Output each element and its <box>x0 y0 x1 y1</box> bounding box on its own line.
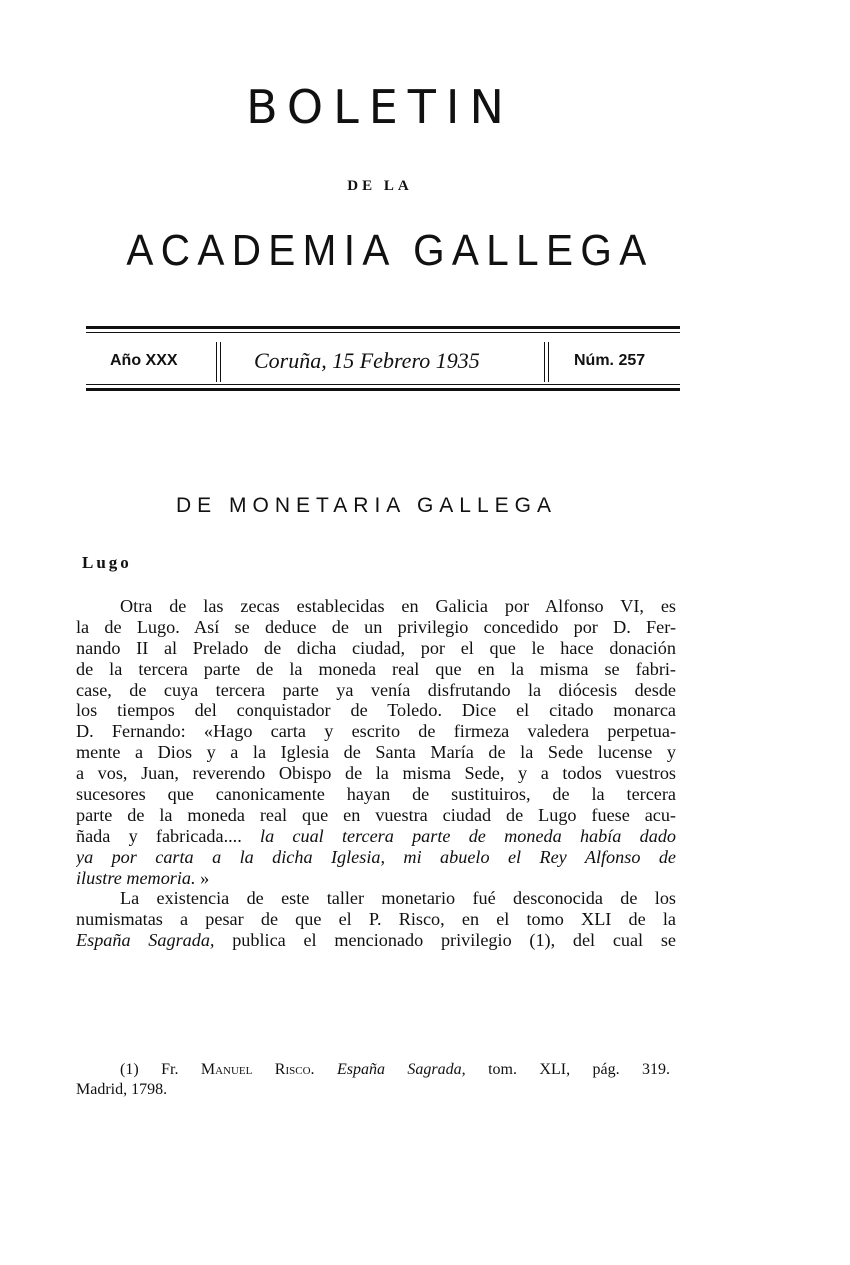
section-heading: Lugo <box>82 553 132 572</box>
body-line: a vos, Juan, reverendo Obispo de la misma Sede, y a todos vuestros <box>76 763 676 784</box>
body-line: mente a Dios y a la Iglesia de Santa María de la Sede lucense y <box>76 742 676 763</box>
body-line: ya por carta a la dicha Iglesia, mi abuelo el Rey Alfonso de <box>76 846 676 867</box>
issue-divider-1 <box>216 342 217 382</box>
body-line: La existencia de este taller monetario fué desconocida de los <box>120 888 676 909</box>
article-title: DE MONETARIA GALLEGA <box>176 494 558 517</box>
body-line: nando II al Prelado de dicha ciudad, por el que le hace donación <box>76 637 676 658</box>
issue-number: Núm. 257 <box>574 352 646 369</box>
body-line: D. Fernando: «Hago carta y escrito de firmeza valedera perpetua- <box>76 721 676 742</box>
body-line: ñada y fabricada.... la cual tercera parte de moneda había dado <box>76 825 676 846</box>
issue-divider-1b <box>220 342 221 382</box>
header-rule-top-thin <box>86 332 680 333</box>
header-rule-bottom-thin <box>86 384 680 385</box>
body-line: de la tercera parte de la moneda real que en la misma se fabri- <box>76 658 676 679</box>
body-line: la de Lugo. Así se deduce de un privilegio concedido por D. Fer- <box>76 616 676 637</box>
body-line: parte de la moneda real que en vuestra ciudad de Lugo fuese acu- <box>76 804 676 825</box>
article-body <box>76 596 676 951</box>
issue-date: Coruña, 15 Febrero 1935 <box>254 348 480 373</box>
header-rule-top <box>86 326 680 329</box>
masthead-academy-name: ACADEMIA GALLEGA <box>126 226 654 275</box>
footnote-line: (1) Fr. Manuel Risco. España Sagrada, tom. XLI, pág. 319. <box>120 1061 671 1078</box>
body-line: ilustre memoria. » <box>76 867 210 888</box>
issue-info-row <box>86 338 680 384</box>
header-rule-bottom <box>86 388 680 391</box>
issue-year: Año XXX <box>110 352 178 369</box>
body-line: los tiempos del conquistador de Toledo. Dice el citado monarca <box>76 700 676 721</box>
issue-divider-2 <box>544 342 545 382</box>
body-line: España Sagrada, publica el mencionado privilegio (1), del cual se <box>76 930 676 951</box>
body-line: case, de cuya tercera parte ya venía disfrutando la diócesis desde <box>76 679 676 700</box>
issue-divider-2b <box>548 342 549 382</box>
footnote <box>76 1060 670 1100</box>
masthead-de-la: DE LA <box>347 178 413 194</box>
body-line: sucesores que canonicamente hayan de sustituiros, de la tercera <box>76 784 676 805</box>
body-line: Otra de las zecas establecidas en Galicia por Alfonso VI, es <box>120 596 676 616</box>
masthead-title: BOLETIN <box>246 80 514 134</box>
body-line: numismatas a pesar de que el P. Risco, en el tomo XLI de la <box>76 909 676 930</box>
footnote-line: Madrid, 1798. <box>76 1081 168 1098</box>
